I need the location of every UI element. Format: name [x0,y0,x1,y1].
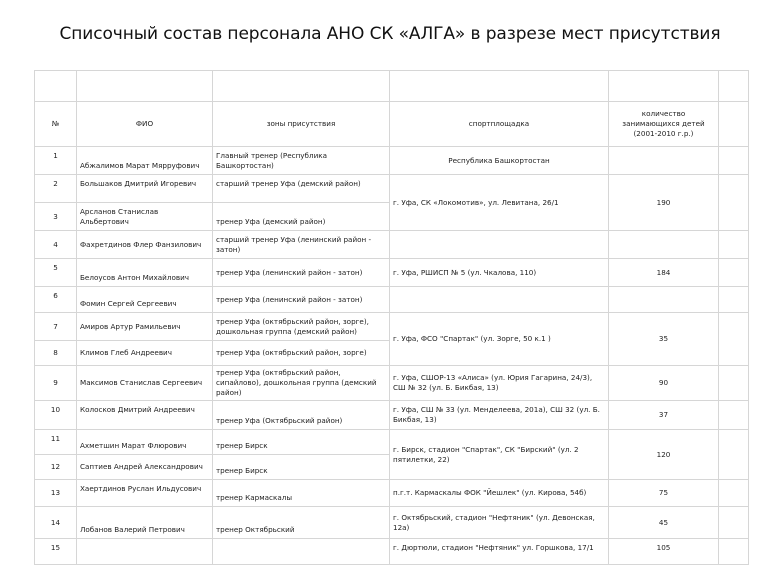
row-num: 3 [35,203,77,231]
row-zone: тренер Уфа (ленинский район - затон) [213,287,390,313]
row-num: 14 [35,507,77,539]
row-count: 75 [609,480,719,507]
row-num: 15 [35,539,77,565]
row-name: Ахметшин Марат Флюрович [77,430,213,455]
page-title: Списочный состав персонала АНО СК «АЛГА» в разрезе мест присутствия [59,24,721,44]
row-name: Большаков Дмитрий Игоревич [77,175,213,203]
row-num: 11 [35,430,77,455]
row-zone: старший тренер Уфа (ленинский район - затон) [213,231,390,259]
row-venue: г. Дюртюли, стадион "Нефтяник" ул. Горшкова, 17/1 [390,539,609,565]
table-row [35,539,749,565]
row-num: 6 [35,287,77,313]
table-row [35,259,749,287]
row-zone: тренер Уфа (демский район) [213,203,390,231]
row-num: 1 [35,147,77,175]
row-venue: г. Уфа, ФСО "Спартак" (ул. Зорге, 50 к.1 ) [390,313,609,366]
row-name: Абжалимов Марат Мярруфович [77,147,213,175]
row-zone: тренер Уфа (октябрьский район, зорге), дошкольная группа (демский район) [213,313,390,341]
row-zone: тренер Уфа (октябрьский район, зорге) [213,341,390,366]
table-row [35,313,749,341]
row-venue: г. Бирск, стадион "Спартак", СК "Бирский" (ул. 2 пятилетки, 22) [390,430,609,480]
row-venue: п.г.т. Кармаскалы ФОК "Йешлек" (ул. Кирова, 54б) [390,480,609,507]
table-row [35,175,749,203]
table-row [35,366,749,401]
row-venue: Республика Башкортостан [390,147,609,175]
staff-table-container [34,70,748,565]
row-venue: г. Уфа, СК «Локомотив», ул. Левитана, 26/1 [390,175,609,231]
row-venue: г. Уфа, РШИСП № 5 (ул. Чкалова, 110) [390,259,609,287]
header-zones: зоны присутствия [213,102,390,147]
row-num: 13 [35,480,77,507]
table-row [35,430,749,455]
row-num: 7 [35,313,77,341]
row-zone: тренер Октябрьский [213,507,390,539]
row-count: 90 [609,366,719,401]
row-name: Фахретдинов Флер Фанзилович [77,231,213,259]
row-venue: г. Уфа, СШ № 33 (ул. Менделеева, 201а), СШ 32 (ул. Б. Бикбая, 13) [390,401,609,430]
row-zone: старший тренер Уфа (демский район) [213,175,390,203]
row-zone [213,539,390,565]
row-name: Максимов Станислав Сергеевич [77,366,213,401]
row-count: 35 [609,313,719,366]
header-row [35,102,749,147]
table-row [35,401,749,430]
header-count: количество занимающихся детей (2001-2010 г.р.) [609,102,719,147]
row-count: 190 [609,175,719,231]
blank-row [35,71,749,102]
staff-table [34,70,749,565]
row-num: 2 [35,175,77,203]
row-num: 9 [35,366,77,401]
table-row [35,147,749,175]
row-name [77,539,213,565]
row-count: 120 [609,430,719,480]
header-num: № [35,102,77,147]
row-zone: тренер Кармаскалы [213,480,390,507]
row-venue: г. Октябрьский, стадион "Нефтяник" (ул. Девонская, 12а) [390,507,609,539]
table-row [35,231,749,259]
row-name: Амиров Артур Рамильевич [77,313,213,341]
row-zone: тренер Уфа (ленинский район - затон) [213,259,390,287]
header-venue: спортплощадка [390,102,609,147]
row-venue: г. Уфа, СШОР-13 «Алиса» (ул. Юрия Гагарина, 24/3), СШ № 32 (ул. Б. Бикбая, 13) [390,366,609,401]
header-name: ФИО [77,102,213,147]
row-name: Арсланов Станислав Альбертович [77,203,213,231]
row-zone: тренер Бирск [213,430,390,455]
table-row [35,287,749,313]
table-row [35,507,749,539]
row-name: Колосков Дмитрий Андреевич [77,401,213,430]
row-zone: тренер Уфа (октябрьский район, сипайлово), дошкольная группа (демский район) [213,366,390,401]
row-count: 105 [609,539,719,565]
row-num: 5 [35,259,77,287]
row-name: Белоусов Антон Михайлович [77,259,213,287]
row-num: 10 [35,401,77,430]
row-zone: тренер Бирск [213,455,390,480]
row-name: Климов Глеб Андреевич [77,341,213,366]
row-name: Фомин Сергей Сергеевич [77,287,213,313]
row-num: 4 [35,231,77,259]
row-num: 12 [35,455,77,480]
row-count: 184 [609,259,719,287]
row-zone: тренер Уфа (Октябрьский район) [213,401,390,430]
row-name: Лобанов Валерий Петрович [77,507,213,539]
row-name: Хаертдинов Руслан Ильдусович [77,480,213,507]
table-row [35,480,749,507]
row-name: Саптиев Андрей Александрович [77,455,213,480]
row-zone: Главный тренер (Республика Башкортостан) [213,147,390,175]
row-num: 8 [35,341,77,366]
row-count: 45 [609,507,719,539]
row-count: 37 [609,401,719,430]
